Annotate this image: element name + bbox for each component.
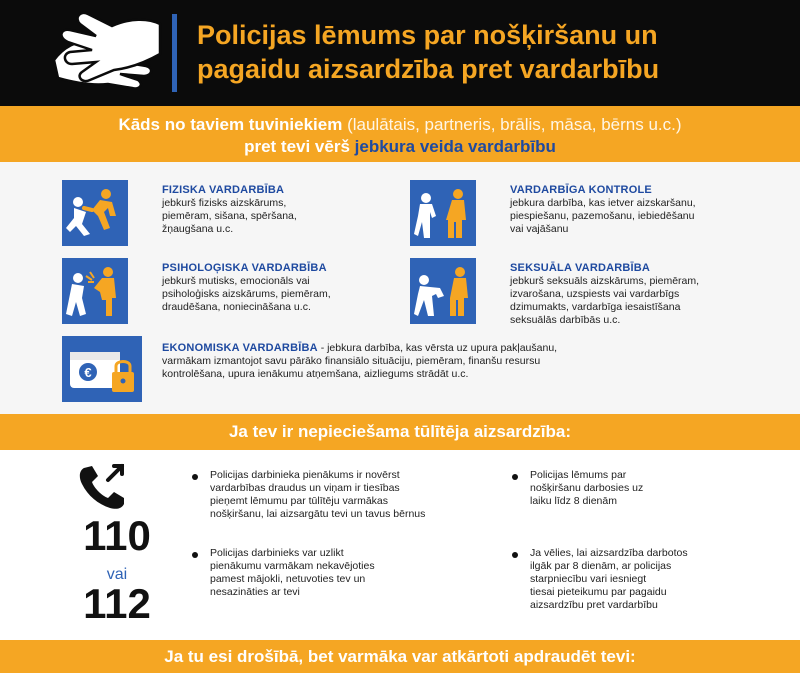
desc-line: jebkurš seksuāls aizskārums, piemēram, <box>510 275 700 287</box>
desc-line: jebkura darbība, kas ietver aizskaršanu, <box>510 197 696 209</box>
desc-line: dzimumakts, vardarbīga iesaistīšana <box>510 301 681 313</box>
bullet-line: pamest mājokli, netuvoties tev un <box>210 573 366 585</box>
title-line-2: pagaidu aizsardzība pret vardarbību <box>197 54 660 84</box>
desc-line: psiholoģisks aizskārums, piemēram, <box>162 288 331 300</box>
control-violence-title: VARDARBĪGA KONTROLE <box>510 184 652 196</box>
desc-line: izvarošana, uzspiests vai vardarbīgs <box>510 288 680 300</box>
bullet-line: tiesai pieteikumu par pagaidu <box>530 586 667 598</box>
psychological-violence-desc <box>162 275 331 314</box>
phone-icon <box>74 458 134 514</box>
desc-line: seksuālās darbībās u.c. <box>510 314 621 326</box>
bullet-line: pieņemt lēmumu par tūlītēju varmākas <box>210 495 388 507</box>
physical-violence-desc <box>162 197 297 236</box>
bullet-line: ilgāk par 8 dienām, ar policijas <box>530 560 672 572</box>
immediate-protection-section <box>0 450 800 640</box>
intro-line-2 <box>0 136 800 158</box>
desc-line: varmākam izmantojot savu pārāko finansiālo situāciju, piemēram, finanšu resursu <box>162 355 541 367</box>
intro-bold-2: pret tevi vērš <box>244 137 350 156</box>
bullet-line: aizsardzību pret vardarbību <box>530 599 658 611</box>
intro-band <box>0 106 800 162</box>
economic-violence-desc <box>162 342 782 381</box>
physical-violence-title: FIZISKA VARDARBĪBA <box>162 184 285 196</box>
bullet-line: Policijas darbinieks var uzlikt <box>210 547 344 559</box>
physical-violence-icon <box>62 180 128 246</box>
bullet-line: pienākumu varmākam nekavējoties <box>210 560 375 572</box>
desc-line: vai vajāšanu <box>510 223 569 235</box>
bullet-officer-duty <box>210 469 425 521</box>
desc-line: jebkurš fizisks aizskārums, <box>162 197 287 209</box>
emergency-number-110[interactable]: 110 <box>83 512 151 559</box>
desc-line: jebkurš mutisks, emocionāls vai <box>162 275 310 287</box>
intro-relatives: (laulātais, partneris, brālis, māsa, bērns u.c.) <box>347 115 682 134</box>
desc-line: draudēšana, noniecināšana u.c. <box>162 301 311 313</box>
sexual-violence-title: SEKSUĀLA VARDARBĪBA <box>510 262 651 274</box>
bullet-dot <box>512 474 518 480</box>
intro-line-1 <box>0 114 800 136</box>
economic-violence-title: EKONOMISKA VARDARBĪBA <box>162 342 318 354</box>
violence-types-panel <box>0 162 800 414</box>
economic-desc-first: - jebkura darbība, kas vērsta uz upura pakļaušanu, <box>320 342 558 354</box>
bullet-line: nošķiršanu darbosies uz <box>530 482 644 494</box>
desc-line: piemēram, sišana, spēršana, <box>162 210 297 222</box>
bullet-line: nesazināties ar tevi <box>210 586 300 598</box>
emergency-number-112[interactable]: 112 <box>83 580 151 627</box>
intro-bold: Kāds no taviem tuviniekiem <box>118 115 343 134</box>
bullet-line: Ja vēlies, lai aizsardzība darbotos <box>530 547 688 559</box>
economic-first-line <box>162 342 782 355</box>
sexual-violence-desc <box>510 275 699 327</box>
psychological-violence-title: PSIHOLOĢISKA VARDARBĪBA <box>162 262 327 274</box>
bullet-court-application <box>530 547 688 612</box>
desc-line: kontrolēšana, upura ienākumu atņemšana, aizliegums strādāt u.c. <box>162 368 469 380</box>
header <box>0 0 800 106</box>
bullet-line: Policijas lēmums par <box>530 469 627 481</box>
page-title <box>197 18 787 86</box>
repeat-threat-title: Ja tu esi drošībā, bet varmāka var atkārtoti apdraudēt tevi: <box>164 647 636 666</box>
or-label: vai <box>106 566 128 583</box>
bullet-line: starpniecību vari iesniegt <box>530 573 647 585</box>
title-line-1: Policijas lēmums par nošķiršanu un <box>197 20 658 50</box>
bullet-decision-duration <box>530 469 643 508</box>
header-accent-bar <box>172 14 177 92</box>
intro-highlight: jebkura veida vardarbību <box>354 137 556 156</box>
hands-icon <box>48 4 166 102</box>
psychological-violence-icon <box>62 258 128 324</box>
bullet-dot <box>512 552 518 558</box>
sexual-violence-icon <box>410 258 476 324</box>
bullet-line: vardarbības draudus un viņam ir tiesības <box>210 482 400 494</box>
bullet-line: laiku līdz 8 dienām <box>530 495 617 507</box>
bullet-line: Policijas darbinieka pienākums ir novērst <box>210 469 400 481</box>
bullet-dot <box>192 552 198 558</box>
desc-line: žņaugšana u.c. <box>162 223 234 235</box>
bullet-dot <box>192 474 198 480</box>
bullet-leave-home <box>210 547 375 599</box>
immediate-protection-title: Ja tev ir nepieciešama tūlītēja aizsardzība: <box>228 422 572 441</box>
bullet-line: nošķiršanu, lai aizsargātu tevi un tavus bērnus <box>210 508 426 520</box>
wallet-lock-icon <box>62 336 142 402</box>
control-violence-icon <box>410 180 476 246</box>
immediate-protection-band <box>0 414 800 450</box>
control-violence-desc <box>510 197 696 236</box>
svg-text:€: € <box>84 365 92 380</box>
desc-line: piespiešanu, pazemošanu, iebiedēšanu <box>510 210 695 222</box>
repeat-threat-band <box>0 640 800 673</box>
